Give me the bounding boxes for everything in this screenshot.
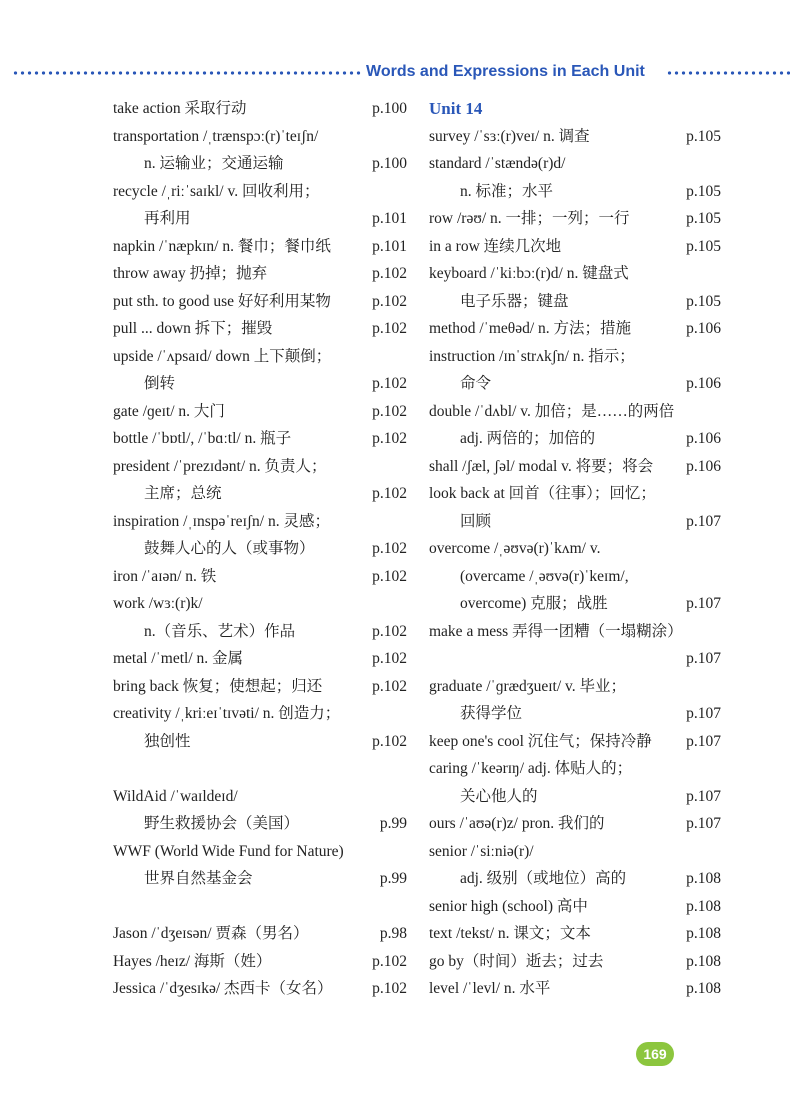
vocab-page-ref: p.106: [686, 430, 721, 447]
left-word-column: [113, 95, 407, 1003]
vocab-entry-text: graduate /ˈɡrædʒueɪt/ v. 毕业；: [429, 677, 626, 695]
vocab-line: [113, 948, 407, 976]
vocab-page-ref: p.101: [372, 237, 407, 255]
vocab-page-ref: p.105: [686, 292, 721, 310]
vocab-line: [429, 508, 721, 536]
vocab-entry-text: creativity /ˌkriːeɪˈtɪvəti/ n. 创造力；: [113, 705, 341, 722]
vocab-page-ref: p.102: [372, 650, 407, 667]
vocab-line: [429, 205, 721, 233]
unit-title: Unit 14: [429, 99, 483, 118]
vocab-entry-text: n. 运输业；交通运输: [144, 155, 284, 172]
vocab-entry-text: look back at 回首（往事）；回忆；: [429, 485, 656, 502]
vocab-entry-text: 主席；总统: [144, 485, 222, 502]
vocab-line: [113, 920, 407, 948]
page-header: [0, 60, 800, 84]
vocab-entry-text: upside /ˈʌpsaɪd/ down 上下颠倒；: [113, 347, 332, 365]
vocab-page-ref: p.102: [372, 732, 407, 750]
vocab-entry-text: instruction /ɪnˈstrʌkʃn/ n. 指示；: [429, 347, 635, 365]
unit-14-word-list: [429, 123, 721, 1003]
vocab-entry-text: overcome) 克服；战胜: [460, 595, 608, 612]
vocab-entry-text: standard /ˈstændə(r)d/: [429, 155, 566, 172]
vocab-line: [429, 783, 721, 811]
vocab-page-ref: p.105: [686, 127, 721, 145]
vocab-line: [113, 95, 407, 123]
vocab-entry-text: senior high (school) 高中: [429, 897, 588, 915]
vocab-line: [429, 288, 721, 316]
vocab-page-ref: p.106: [686, 457, 721, 475]
vocab-page-ref: p.102: [372, 952, 407, 970]
vocab-line: [113, 590, 407, 618]
vocab-entry-text: method /ˈmeθəd/ n. 方法；措施: [429, 320, 632, 337]
vocab-line: [429, 893, 721, 921]
vocab-page-ref: p.105: [686, 237, 721, 255]
vocab-line: [429, 370, 721, 398]
vocab-page-ref: p.107: [686, 512, 721, 530]
vocab-page-ref: p.99: [379, 815, 407, 832]
vocab-page-ref: p.102: [372, 402, 407, 420]
vocab-entry-text: president /ˈprezɪdənt/ n. 负责人；: [113, 457, 327, 475]
vocab-page-ref: p.102: [372, 980, 407, 997]
vocab-line: [113, 370, 407, 398]
vocab-entry-text: senior /ˈsiːniə(r)/: [429, 842, 534, 860]
vocab-line: [113, 893, 407, 921]
vocab-page-ref: p.107: [686, 815, 721, 832]
vocab-line: [113, 810, 407, 838]
vocab-page-ref: p.99: [379, 870, 407, 887]
vocab-line: [429, 563, 721, 591]
vocab-entry-text: survey /ˈsɜː(r)veɪ/ n. 调查: [429, 127, 590, 145]
vocab-page-ref: p.106: [686, 320, 721, 337]
vocab-line: [429, 315, 721, 343]
vocab-entry-text: recycle /ˌriːˈsaɪkl/ v. 回收利用；: [113, 182, 320, 200]
vocab-line: [429, 260, 721, 288]
vocab-page-ref: p.108: [686, 952, 721, 970]
vocab-entry-text: make a mess 弄得一团糟（一塌糊涂）: [429, 622, 683, 640]
vocab-entry-text: 命令: [460, 375, 492, 392]
vocab-line: [113, 865, 407, 893]
vocab-line: [429, 810, 721, 838]
vocab-line: [113, 645, 407, 673]
vocab-page-ref: p.102: [372, 622, 407, 640]
vocab-line: [429, 398, 721, 426]
vocab-line: [429, 838, 721, 866]
vocab-page-ref: p.108: [686, 925, 721, 942]
vocab-entry-text: (overcame /ˌəʊvə(r)ˈkeɪm/,: [460, 567, 629, 585]
vocab-line: [429, 535, 721, 563]
vocab-entry-text: WildAid /ˈwaɪldeɪd/: [113, 787, 238, 805]
vocab-line: [429, 150, 721, 178]
vocab-page-ref: p.101: [372, 210, 407, 227]
vocab-entry-text: transportation /ˌtrænspɔː(r)ˈteɪʃn/: [113, 127, 319, 145]
vocab-entry-text: 获得学位: [460, 705, 523, 722]
vocab-entry-text: adj. 两倍的；加倍的: [460, 430, 596, 447]
vocab-line: [429, 618, 721, 646]
vocab-line: [113, 123, 407, 151]
vocab-line: [429, 178, 721, 206]
vocab-entry-text: 世界自然基金会: [144, 870, 253, 887]
vocab-entry-text: napkin /ˈnæpkɪn/ n. 餐巾；餐巾纸: [113, 237, 331, 255]
vocab-line: [429, 425, 721, 453]
vocab-page-ref: p.105: [686, 182, 721, 200]
vocab-page-ref: p.106: [686, 375, 721, 392]
vocab-entry-text: shall /ʃæl, ʃəl/ modal v. 将要；将会: [429, 457, 654, 475]
vocab-line: [429, 673, 721, 701]
vocab-line: [429, 590, 721, 618]
vocab-entry-text: level /ˈlevl/ n. 水平: [429, 980, 551, 997]
vocab-entry-text: work /wɜː(r)k/: [113, 595, 203, 612]
vocab-entry-text: ours /ˈaʊə(r)z/ pron. 我们的: [429, 815, 605, 832]
vocab-page-ref: p.102: [372, 292, 407, 310]
vocab-entry-text: go by（时间）逝去；过去: [429, 952, 604, 970]
vocab-line: [113, 205, 407, 233]
vocab-entry-text: put sth. to good use 好好利用某物: [113, 292, 331, 310]
vocab-page-ref: p.102: [372, 677, 407, 695]
vocab-page-ref: p.107: [686, 705, 721, 722]
vocab-entry-text: 野生救援协会（美国）: [144, 815, 300, 832]
vocab-line: [429, 975, 721, 1003]
vocab-entry-text: gate /ɡeɪt/ n. 大门: [113, 402, 225, 420]
vocab-page-ref: p.102: [372, 485, 407, 502]
vocab-entry-text: bottle /ˈbɒtl/, /ˈbɑːtl/ n. 瓶子: [113, 430, 292, 447]
vocab-entry-text: double /ˈdʌbl/ v. 加倍；是……的两倍: [429, 402, 675, 420]
vocab-page-ref: p.102: [372, 540, 407, 557]
vocab-line: [113, 480, 407, 508]
vocab-entry-text: 独创性: [144, 732, 191, 750]
vocab-entry-text: inspiration /ˌɪnspəˈreɪʃn/ n. 灵感；: [113, 512, 330, 530]
page-header-title: Words and Expressions in Each Unit: [366, 63, 645, 80]
vocab-line: [429, 453, 721, 481]
vocab-line: [113, 755, 407, 783]
vocab-entry-text: WWF (World Wide Fund for Nature): [113, 842, 344, 860]
vocab-page-ref: p.107: [686, 595, 721, 612]
vocab-line: [113, 260, 407, 288]
vocab-page-ref: p.107: [686, 650, 721, 667]
vocab-entry-text: Jessica /ˈdʒesɪkə/ 杰西卡（女名）: [113, 980, 333, 997]
page-number-badge: 169: [636, 1042, 674, 1066]
vocab-page-ref: p.102: [372, 567, 407, 585]
vocab-line: [113, 233, 407, 261]
vocab-line: [429, 123, 721, 151]
vocab-line: [113, 150, 407, 178]
dotted-rule-left: [12, 71, 362, 75]
vocab-line: [113, 398, 407, 426]
vocab-line: [113, 425, 407, 453]
vocab-line: [113, 315, 407, 343]
vocab-line: [429, 920, 721, 948]
vocab-line: [113, 453, 407, 481]
vocab-line: [429, 343, 721, 371]
vocab-page-ref: p.100: [372, 100, 407, 117]
vocab-entry-text: throw away 扔掉；抛弃: [113, 265, 268, 282]
vocab-line: [113, 288, 407, 316]
vocab-line: [113, 343, 407, 371]
vocab-line: [429, 480, 721, 508]
vocab-page-ref: p.108: [686, 870, 721, 887]
vocab-page-ref: p.102: [372, 430, 407, 447]
vocab-entry-text: 倒转: [144, 375, 176, 392]
vocab-page-ref: p.108: [686, 980, 721, 997]
vocab-line: [429, 700, 721, 728]
vocab-entry-text: row /rəʊ/ n. 一排；一列；一行: [429, 210, 630, 227]
vocab-line: [113, 508, 407, 536]
vocab-page-ref: p.100: [372, 155, 407, 172]
vocab-entry-text: bring back 恢复；使想起；归还: [113, 677, 323, 695]
vocab-line: [113, 178, 407, 206]
vocab-entry-text: n.（音乐、艺术）作品: [144, 622, 296, 640]
vocab-entry-text: 鼓舞人心的人（或事物）: [144, 540, 315, 557]
vocab-line: [113, 838, 407, 866]
vocab-entry-text: n. 标准；水平: [460, 182, 554, 200]
vocab-line: [113, 700, 407, 728]
vocab-page-ref: p.107: [686, 787, 721, 805]
vocab-entry-text: pull ... down 拆下；摧毁: [113, 320, 273, 337]
vocab-page-ref: p.105: [686, 210, 721, 227]
vocab-entry-text: iron /ˈaɪən/ n. 铁: [113, 567, 217, 585]
vocab-entry-text: metal /ˈmetl/ n. 金属: [113, 650, 244, 667]
vocab-line: [429, 728, 721, 756]
vocab-page-ref: p.108: [686, 897, 721, 915]
vocab-entry-text: caring /ˈkeərɪŋ/ adj. 体贴人的；: [429, 760, 633, 777]
vocab-entry-text: 关心他人的: [460, 787, 538, 805]
vocab-entry-text: overcome /ˌəʊvə(r)ˈkʌm/ v.: [429, 540, 601, 557]
vocab-page-ref: p.102: [372, 320, 407, 337]
vocab-entry-text: 电子乐器；键盘: [460, 292, 569, 310]
vocab-page-ref: p.98: [379, 925, 407, 942]
vocab-entry-text: keyboard /ˈkiːbɔː(r)d/ n. 键盘式: [429, 265, 629, 282]
vocab-entry-text: text /tekst/ n. 课文；文本: [429, 925, 591, 942]
vocab-line: [429, 865, 721, 893]
vocab-line: [113, 563, 407, 591]
dotted-rule-right: [666, 71, 790, 75]
vocab-line: [113, 535, 407, 563]
vocab-entry-text: keep one's cool 沉住气；保持冷静: [429, 732, 652, 750]
vocab-entry-text: Hayes /heɪz/ 海斯（姓）: [113, 952, 272, 970]
vocab-entry-text: 再利用: [144, 210, 191, 227]
vocab-page-ref: p.102: [372, 265, 407, 282]
right-word-column: [429, 95, 721, 1003]
vocab-entry-text: in a row 连续几次地: [429, 237, 562, 255]
vocab-entry-text: 回顾: [460, 512, 492, 530]
vocab-entry-text: take action 采取行动: [113, 100, 247, 117]
vocab-line: [429, 645, 721, 673]
vocab-page-ref: p.107: [686, 732, 721, 750]
vocab-line: [429, 948, 721, 976]
vocab-page-ref: p.102: [372, 375, 407, 392]
vocab-line: [429, 233, 721, 261]
vocab-line: [429, 755, 721, 783]
vocab-line: [113, 783, 407, 811]
vocab-entry-text: adj. 级别（或地位）高的: [460, 870, 627, 887]
vocab-line: [113, 975, 407, 1003]
vocab-line: [113, 673, 407, 701]
vocab-line: [113, 618, 407, 646]
vocab-line: [113, 728, 407, 756]
vocab-entry-text: Jason /ˈdʒeɪsən/ 贾森（男名）: [113, 925, 309, 942]
unit-heading: [429, 95, 721, 123]
